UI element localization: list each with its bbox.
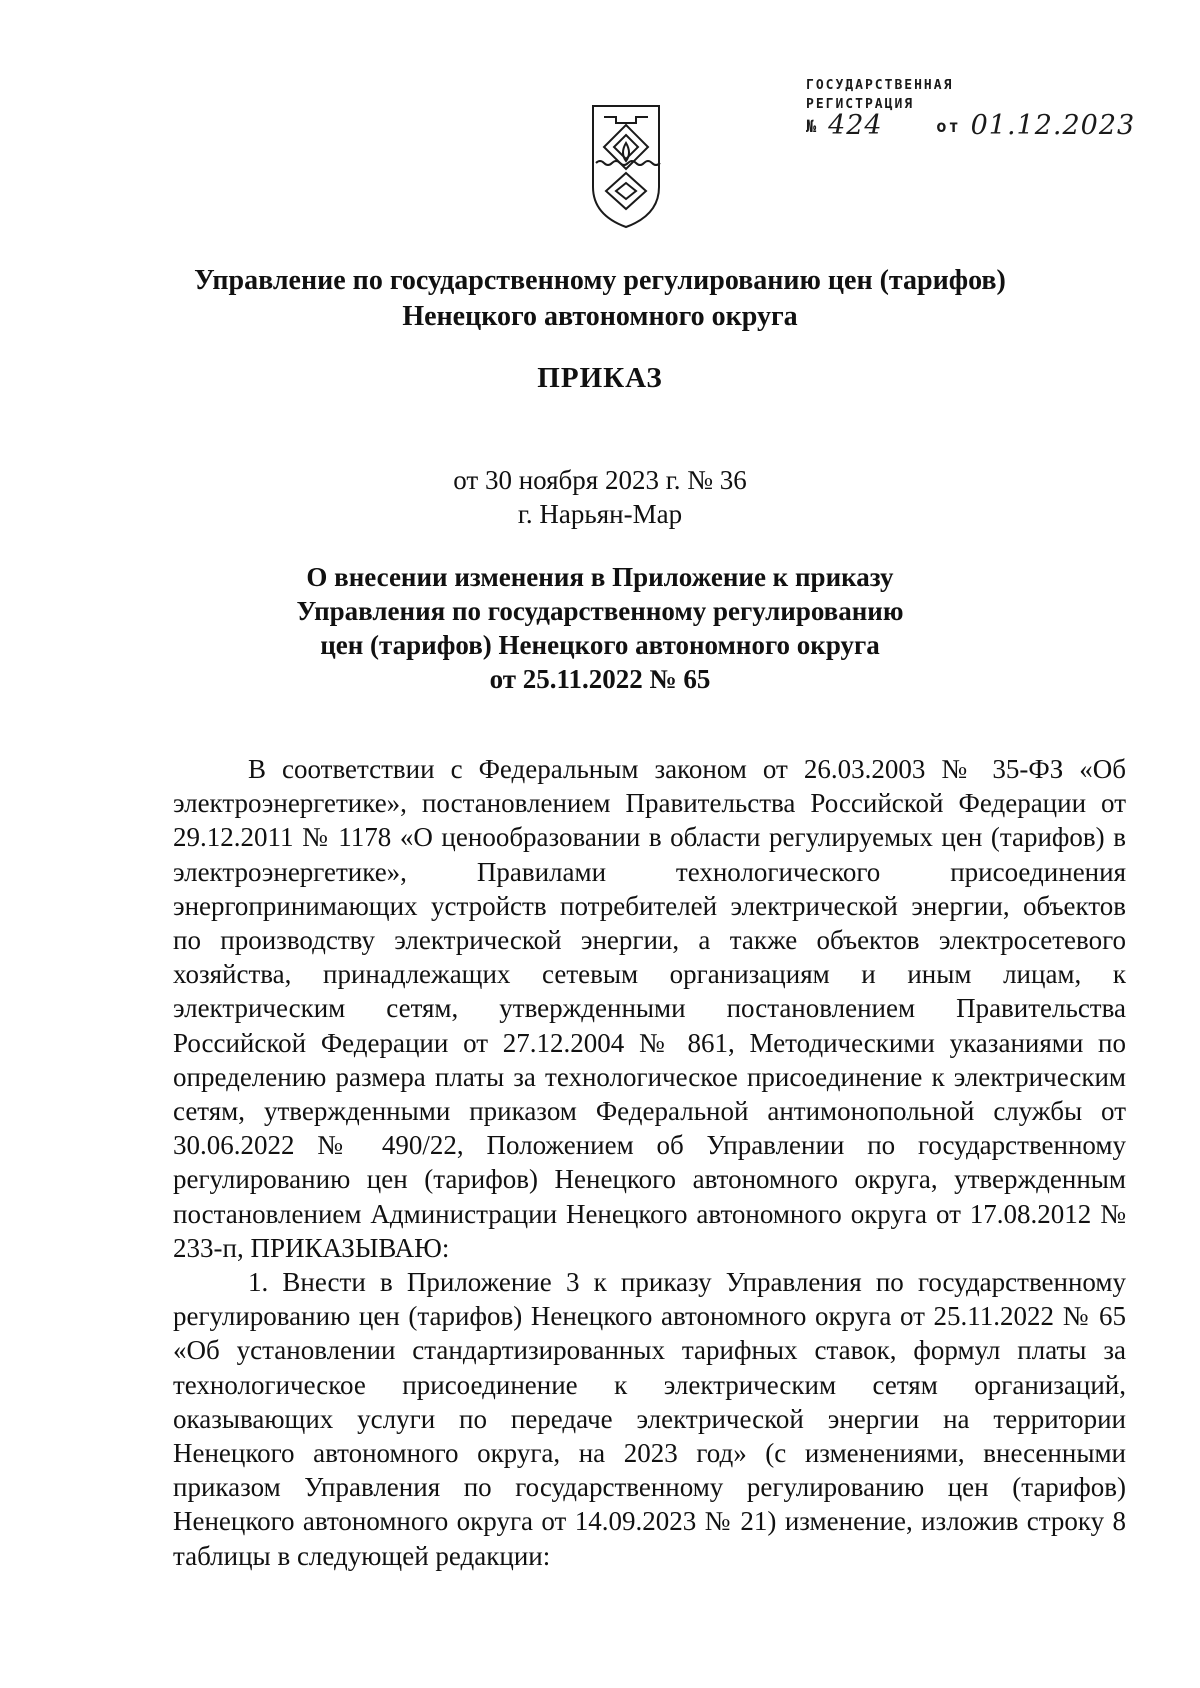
authority-line-2: Ненецкого автономного округа xyxy=(402,301,798,332)
title-line-4: от 25.11.2022 № 65 xyxy=(489,664,711,694)
order-date-number: от 30 ноября 2023 г. № 36 xyxy=(453,465,747,495)
order-place: г. Нарьян-Мар xyxy=(517,499,683,529)
document-title xyxy=(0,560,1200,696)
date-and-place xyxy=(0,463,1200,531)
body-paragraph-1: В соответствии с Федеральным законом от 26.03.2003 № 35-ФЗ «Об электроэнергетике», постановлением Правительства Российской Федерации от 29.12.2011 № 1178 «О ценообразовании в области регулируемых цен (тарифов) в электроэнергетике», Правилами технологического присоединения энергопринимающих устройств потребителей электрической энергии, объектов по производству электрической энергии, а также объектов электросетевого хозяйства, принадлежащих сетевым организациям и иным лицам, к электрическим сетям, утвержденными постановлением Правительства Российской Федерации от 27.12.2004 № 861, Методическими указаниями по определению размера платы за технологическое присоединение к электрическим сетям, утвержденными приказом Федеральной антимонопольной службы от 30.06.2022 № 490/22, Положением об Управлении по государственному регулированию цен (тарифов) Ненецкого автономного округа, утвержденным постановлением Администрации Ненецкого автономного округа от 17.08.2012 № 233-п, ПРИКАЗЫВАЮ: xyxy=(173,754,1126,1263)
stamp-number-row xyxy=(806,110,1136,141)
body-paragraph-2: 1. Внести в Приложение 3 к приказу Управления по государственному регулированию цен (тарифов) Ненецкого автономного округа от 25.11.2022 № 65 «Об установлении стандартизированных тарифных ставок, формул платы за технологическое присоединение к электрическим сетям организаций, оказывающих услуги по передаче электрической энергии на территории Ненецкого автономного округа, на 2023 год» (с изменениями, внесенными приказом Управления по государственному регулированию цен (тарифов) Ненецкого автономного округа от 14.09.2023 № 21) изменение, изложив строку 8 таблицы в следующей редакции: xyxy=(173,1267,1126,1571)
stamp-date-label: от xyxy=(936,117,961,137)
stamp-line-1: ГОСУДАРСТВЕННАЯ xyxy=(806,78,954,93)
coat-of-arms-icon xyxy=(590,103,662,231)
authority-line-1: Управление по государственному регулированию цен (тарифов) xyxy=(194,265,1006,296)
title-line-1: О внесении изменения в Приложение к приказу xyxy=(306,562,894,592)
stamp-line-2: РЕГИСТРАЦИЯ xyxy=(806,97,915,112)
title-line-2: Управления по государственному регулированию xyxy=(296,596,904,626)
title-line-3: цен (тарифов) Ненецкого автономного округа xyxy=(320,630,880,660)
document-type: ПРИКАЗ xyxy=(537,362,663,394)
issuing-authority xyxy=(0,263,1200,335)
stamp-date-value: 01.12.2023 xyxy=(970,110,1136,141)
stamp-number-label: № xyxy=(806,117,819,137)
stamp-number-value: 424 xyxy=(828,110,883,141)
registration-stamp xyxy=(806,76,1136,141)
document-body xyxy=(173,752,1126,1573)
